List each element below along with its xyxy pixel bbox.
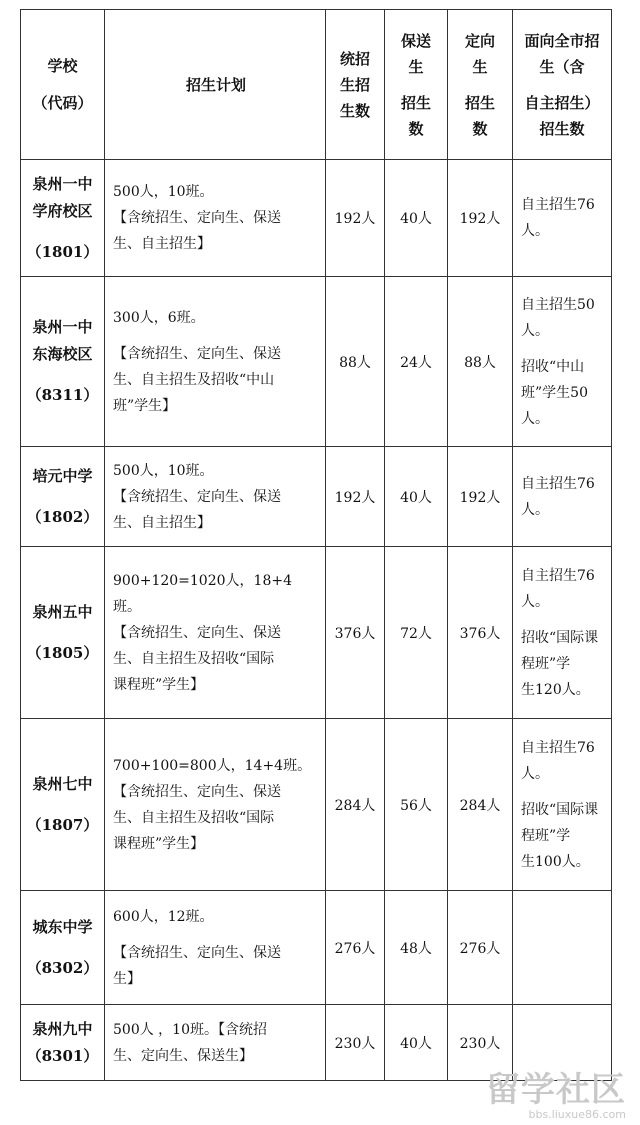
school-code: （8301） — [26, 1046, 99, 1065]
header-directed-line: 数 — [472, 119, 488, 138]
header-recommended-line: 生 — [408, 57, 424, 76]
watermark-url: bbs.liuxue86.com — [528, 1108, 626, 1121]
plan-line: 500人，10班。 — [113, 462, 214, 479]
school-cell — [21, 891, 105, 1005]
school-name: 泉州五中 — [32, 602, 93, 621]
header-citywide-line: 生（含 — [539, 57, 585, 76]
unified-count: 276人 — [326, 891, 385, 1005]
citywide-line: 程班”学 — [521, 827, 571, 844]
school-cell — [21, 1005, 105, 1081]
plan-line: 课程班”学生】 — [113, 676, 205, 693]
header-citywide-line: 面向全市招 — [524, 31, 600, 50]
citywide-line: 自主招生76 — [521, 739, 595, 756]
plan-line: 课程班”学生】 — [113, 835, 205, 852]
citywide-line: 招收“中山 — [521, 358, 585, 375]
unified-count: 230人 — [326, 1005, 385, 1081]
plan-line: 【含统招生、定向生、保送 — [113, 488, 281, 505]
header-school — [21, 10, 105, 160]
recommended-count: 24人 — [385, 277, 448, 447]
recommended-count: 72人 — [385, 547, 448, 719]
admissions-table — [20, 9, 612, 1081]
citywide-line: 自主招生76 — [521, 567, 595, 584]
citywide-line: 招收“国际课 — [521, 629, 599, 646]
unified-count: 376人 — [326, 547, 385, 719]
plan-line: 生、自主招生及招收“中山 — [113, 371, 275, 388]
table-row — [21, 447, 612, 547]
plan-line: 【含统招生、定向生、保送 — [113, 944, 281, 961]
citywide-line: 人。 — [521, 223, 549, 239]
plan-line: 生、自主招生】 — [113, 236, 211, 252]
citywide-cell — [513, 160, 612, 277]
citywide-line: 人。 — [521, 410, 549, 427]
recommended-count: 56人 — [385, 719, 448, 891]
plan-cell — [105, 891, 326, 1005]
citywide-line: 人。 — [521, 322, 549, 339]
header-unified-line: 生数 — [339, 101, 370, 120]
school-name: 培元中学 — [32, 466, 93, 485]
header-unified-line: 统招 — [339, 49, 370, 68]
unified-count: 284人 — [326, 719, 385, 891]
unified-count: 88人 — [326, 277, 385, 447]
plan-cell — [105, 1005, 326, 1081]
header-citywide — [513, 10, 612, 160]
recommended-count: 40人 — [385, 1005, 448, 1081]
plan-cell — [105, 719, 326, 891]
plan-line: 【含统招生、定向生、保送 — [113, 210, 281, 226]
school-name: 泉州一中 — [32, 318, 93, 336]
citywide-cell — [513, 719, 612, 891]
site-watermark — [486, 1072, 626, 1121]
plan-line: 900+120=1020人，18+4班。 — [113, 572, 292, 615]
plan-line: 生、自主招生及招收“国际 — [113, 809, 275, 826]
header-directed-line: 生 — [472, 57, 488, 76]
school-cell — [21, 547, 105, 719]
header-directed-line: 招生 — [464, 93, 495, 112]
school-name: 城东中学 — [32, 917, 93, 936]
directed-count: 192人 — [448, 160, 513, 277]
school-name: 泉州九中 — [32, 1019, 93, 1038]
table-row — [21, 719, 612, 891]
recommended-count: 40人 — [385, 447, 448, 547]
plan-line: 【含统招生、定向生、保送 — [113, 624, 281, 641]
school-code: （1805） — [26, 643, 99, 662]
table-row — [21, 891, 612, 1005]
header-directed — [448, 10, 513, 160]
school-name: 泉州七中 — [32, 774, 93, 793]
recommended-count: 40人 — [385, 160, 448, 277]
header-recommended-line: 保送 — [400, 31, 431, 50]
directed-count: 88人 — [448, 277, 513, 447]
header-unified-line: 生招 — [339, 75, 370, 94]
plan-line: 生、自主招生】 — [113, 514, 211, 531]
plan-line: 【含统招生、定向生、保送 — [113, 345, 281, 362]
school-cell — [21, 277, 105, 447]
directed-count: 284人 — [448, 719, 513, 891]
school-name: 学府校区 — [32, 201, 93, 220]
directed-count: 376人 — [448, 547, 513, 719]
school-name: 泉州一中 — [32, 174, 93, 193]
citywide-cell — [513, 447, 612, 547]
plan-cell — [105, 447, 326, 547]
citywide-cell — [513, 277, 612, 447]
directed-count: 276人 — [448, 891, 513, 1005]
school-code: （1802） — [26, 507, 99, 526]
citywide-line: 程班”学 — [521, 655, 571, 672]
citywide-line: 生100人。 — [521, 853, 590, 870]
citywide-line: 自主招生50 — [521, 296, 595, 313]
header-recommended-line: 数 — [408, 119, 424, 138]
header-row — [21, 10, 612, 160]
header-citywide-line: 招生数 — [539, 119, 585, 138]
plan-cell — [105, 160, 326, 277]
header-recommended-line: 招生 — [400, 93, 431, 112]
plan-line: 生】 — [113, 970, 141, 987]
citywide-line: 招收“国际课 — [521, 801, 599, 818]
school-code: （1801） — [26, 242, 99, 261]
plan-line: 700+100=800人，14+4班。 — [113, 757, 312, 774]
citywide-line: 自主招生76 — [521, 197, 595, 213]
school-code: （8311） — [26, 386, 99, 404]
plan-line: 【含统招生、定向生、保送 — [113, 783, 281, 800]
plan-line: 300人，6班。 — [113, 309, 205, 326]
header-plan: 招生计划 — [105, 10, 326, 160]
school-code: （1807） — [26, 815, 99, 834]
header-unified — [326, 10, 385, 160]
citywide-line: 人。 — [521, 765, 549, 782]
table-row — [21, 277, 612, 447]
school-cell — [21, 719, 105, 891]
citywide-line: 人。 — [521, 501, 549, 518]
plan-line: 500人 ，10班。【含统招 — [113, 1021, 267, 1038]
watermark-logo-text: 留学社区 — [486, 1070, 626, 1110]
citywide-line: 班”学生50 — [521, 384, 588, 401]
table-row — [21, 160, 612, 277]
plan-line: 600人，12班。 — [113, 908, 214, 925]
unified-count: 192人 — [326, 160, 385, 277]
plan-cell — [105, 547, 326, 719]
plan-line: 生、自主招生及招收“国际 — [113, 650, 275, 667]
header-recommended — [385, 10, 448, 160]
school-code: （8302） — [26, 958, 99, 977]
citywide-cell — [513, 547, 612, 719]
school-name: 东海校区 — [32, 345, 93, 363]
header-citywide-line: 自主招生） — [524, 93, 600, 112]
header-school-label: 学校 — [47, 56, 78, 75]
header-code-label: （代码） — [32, 93, 93, 112]
plan-cell — [105, 277, 326, 447]
school-cell — [21, 160, 105, 277]
table-row — [21, 547, 612, 719]
citywide-line: 自主招生76 — [521, 475, 595, 492]
header-directed-line: 定向 — [464, 31, 495, 50]
unified-count: 192人 — [326, 447, 385, 547]
plan-line: 生、定向生、保送生】 — [113, 1047, 253, 1064]
citywide-cell — [513, 891, 612, 1005]
citywide-line: 生120人。 — [521, 681, 590, 698]
school-cell — [21, 447, 105, 547]
citywide-line: 人。 — [521, 593, 549, 610]
directed-count: 230人 — [448, 1005, 513, 1081]
plan-line: 班”学生】 — [113, 397, 177, 414]
directed-count: 192人 — [448, 447, 513, 547]
plan-line: 500人，10班。 — [113, 184, 214, 200]
recommended-count: 48人 — [385, 891, 448, 1005]
